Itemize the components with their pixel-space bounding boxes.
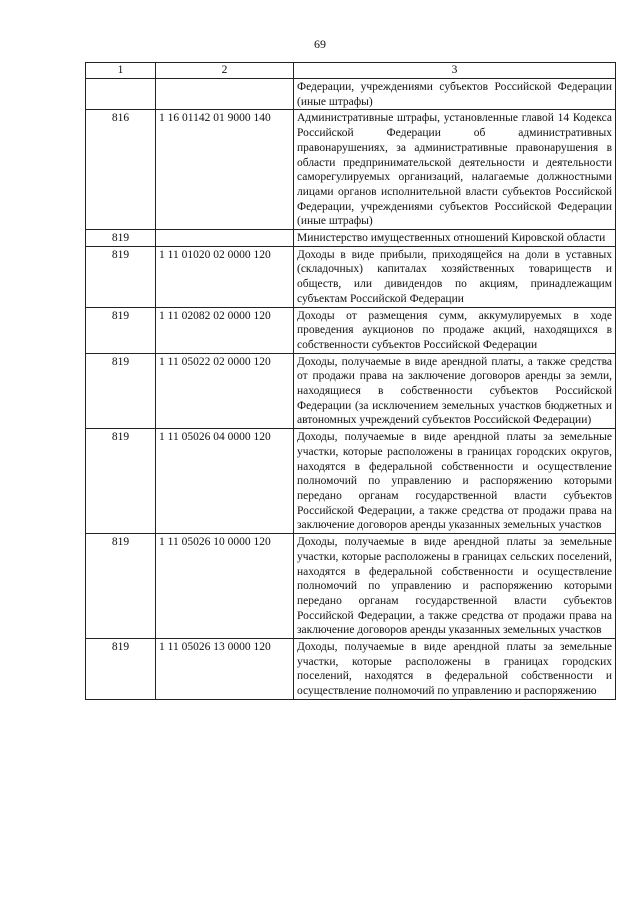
- description-cell: Доходы, получаемые в виде арендной платы, а также средства от продажи права на заключение договоров аренды за земли, находящиеся в собственности субъектов Российской Федерации (за исключением земельных участков бюджетных и автономных учреждений субъектов Российской Федерации): [294, 353, 616, 429]
- table-row: [86, 110, 616, 230]
- revenue-codes-table: [85, 62, 616, 700]
- column-header-description: 3: [294, 63, 616, 79]
- budget-code-cell: 1 11 05026 10 0000 120: [156, 534, 294, 639]
- admin-code-cell: 819: [86, 639, 156, 700]
- budget-code-cell: 1 16 01142 01 9000 140: [156, 110, 294, 230]
- table-row: [86, 307, 616, 353]
- admin-code-cell: 819: [86, 246, 156, 307]
- budget-code-cell: 1 11 05022 02 0000 120: [156, 353, 294, 429]
- table-header-row: [86, 63, 616, 79]
- table-row: [86, 230, 616, 247]
- column-header-admin: 1: [86, 63, 156, 79]
- admin-code-cell: 819: [86, 230, 156, 247]
- budget-code-cell: 1 11 05026 04 0000 120: [156, 429, 294, 534]
- admin-code-cell: 819: [86, 353, 156, 429]
- description-cell: Доходы, получаемые в виде арендной платы за земельные участки, которые расположены в границах городских округов, находятся в федеральной собственности и осуществление полномочий по управлению и распоряжению которыми передано органам государственной власти субъектов Российской Федерации, а также средства от продажи права на заключение договоров аренды указанных земельных участков: [294, 429, 616, 534]
- description-cell: Федерации, учреждениями субъектов Российской Федерации (иные штрафы): [294, 79, 616, 110]
- budget-code-cell: [156, 230, 294, 247]
- table-row: [86, 639, 616, 700]
- description-cell: Министерство имущественных отношений Кировской области: [294, 230, 616, 247]
- table-row: [86, 246, 616, 307]
- column-header-code: 2: [156, 63, 294, 79]
- description-cell: Доходы от размещения сумм, аккумулируемых в ходе проведения аукционов по продаже акций, находящихся в собственности субъектов Российской Федерации: [294, 307, 616, 353]
- budget-code-cell: 1 11 05026 13 0000 120: [156, 639, 294, 700]
- table-row: [86, 353, 616, 429]
- admin-code-cell: [86, 79, 156, 110]
- page-number: 69: [314, 37, 326, 51]
- budget-code-cell: 1 11 02082 02 0000 120: [156, 307, 294, 353]
- admin-code-cell: 819: [86, 429, 156, 534]
- admin-code-cell: 816: [86, 110, 156, 230]
- admin-code-cell: 819: [86, 534, 156, 639]
- description-cell: Доходы в виде прибыли, приходящейся на доли в уставных (складочных) капиталах хозяйственных товариществ и обществ, или дивидендов по акциям, принадлежащим субъектам Российской Федерации: [294, 246, 616, 307]
- description-cell: Доходы, получаемые в виде арендной платы за земельные участки, которые расположены в границах городских поселений, находятся в федеральной собственности и осуществление полномочий по управлению и распоряжению: [294, 639, 616, 700]
- budget-code-cell: 1 11 01020 02 0000 120: [156, 246, 294, 307]
- description-cell: Административные штрафы, установленные главой 14 Кодекса Российской Федерации об административных правонарушениях, за административные правонарушения в области предпринимательской деятельности и деятельности саморегулируемых организаций, налагаемые должностными лицами органов исполнительной власти субъектов Российской Федерации, учреждениями субъектов Российской Федерации (иные штрафы): [294, 110, 616, 230]
- budget-code-cell: [156, 79, 294, 110]
- table-row: [86, 79, 616, 110]
- table-row: [86, 534, 616, 639]
- table-row: [86, 429, 616, 534]
- admin-code-cell: 819: [86, 307, 156, 353]
- description-cell: Доходы, получаемые в виде арендной платы за земельные участки, которые расположены в границах сельских поселений, находятся в федеральной собственности и осуществление полномочий по управлению и распоряжению которыми передано органам государственной власти субъектов Российской Федерации, а также средства от продажи права на заключение договоров аренды указанных земельных участков: [294, 534, 616, 639]
